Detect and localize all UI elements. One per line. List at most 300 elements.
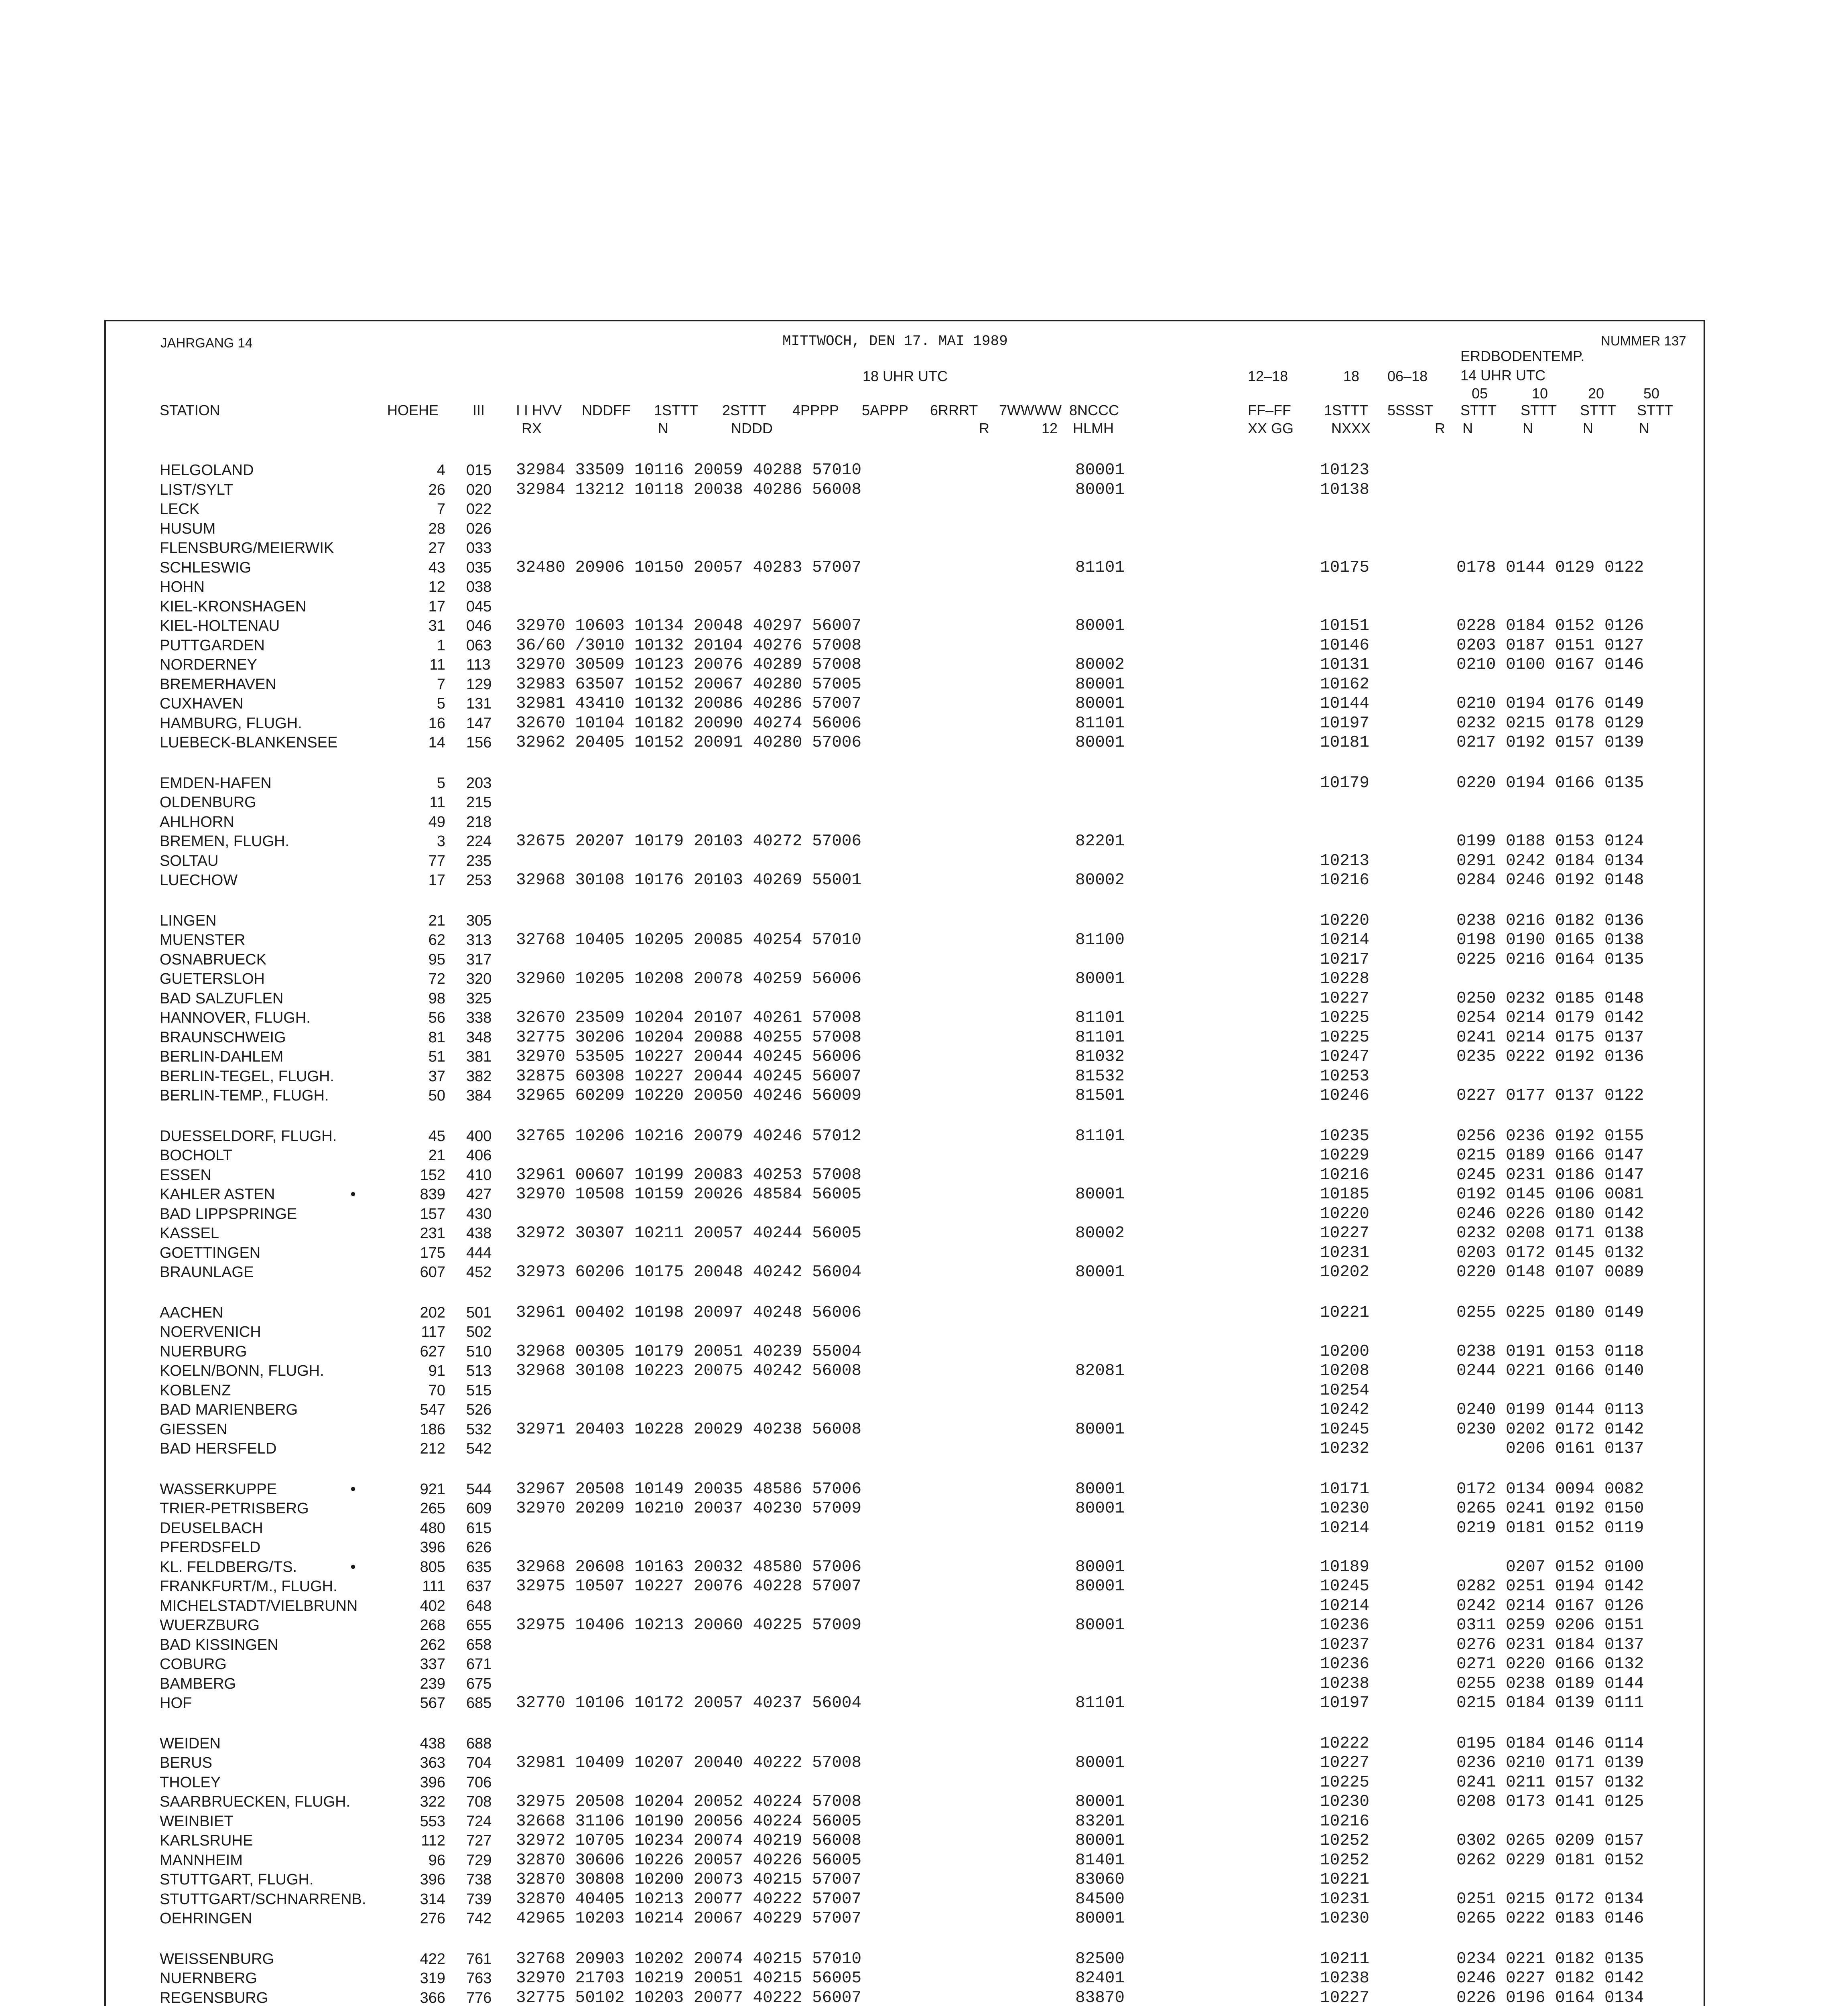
- station-height: 56: [428, 1009, 445, 1026]
- max-temp-group: 10171: [1320, 1480, 1370, 1498]
- station-code: 325: [466, 990, 492, 1007]
- col-appp: 5APPP: [862, 402, 909, 418]
- station-height: 72: [428, 971, 445, 987]
- station-name: HANNOVER, FLUGH.: [160, 1009, 311, 1026]
- soil-temps: 0250 0232 0185 0148: [1456, 989, 1644, 1008]
- station-height: 98: [428, 990, 445, 1007]
- station-name: NORDERNEY: [160, 656, 257, 673]
- observation-groups: 32961 00607 10199 20083 40253 57008: [516, 1166, 862, 1184]
- observation-groups: 32960 10205 10208 20078 40259 56006: [516, 970, 862, 988]
- observation-groups: 32765 10206 10216 20079 40246 57012: [516, 1127, 862, 1145]
- soil-temps: 0246 0227 0182 0142: [1456, 1969, 1644, 1988]
- station-name: CUXHAVEN: [160, 695, 244, 712]
- depth-10: 10: [1532, 385, 1548, 402]
- max-temp-group: 10237: [1320, 1636, 1370, 1654]
- station-height: 276: [420, 1910, 445, 1927]
- cloud-group: 80001: [1075, 1831, 1125, 1850]
- station-height: 438: [420, 1735, 445, 1752]
- station-name: PFERDSFELD: [160, 1539, 261, 1556]
- station-name: STUTTGART/SCHNARRENB.: [160, 1891, 366, 1908]
- station-code: 763: [466, 1970, 492, 1987]
- station-height: 366: [420, 1990, 445, 2006]
- soil-temps: 0234 0221 0182 0135: [1456, 1950, 1644, 1968]
- station-height: 11: [429, 794, 445, 811]
- observation-groups: 32970 10508 10159 20026 48584 56005: [516, 1185, 862, 1204]
- col-stttn: 1STTT: [654, 402, 699, 418]
- max-temp-group: 10151: [1320, 617, 1370, 635]
- date-label: MITTWOCH, DEN 17. MAI 1989: [782, 333, 1008, 349]
- station-height: 17: [428, 598, 445, 615]
- soil-temps: 0178 0144 0129 0122: [1456, 558, 1644, 577]
- station-code: 526: [466, 1401, 492, 1418]
- station-name: HOHN: [160, 579, 205, 595]
- max-temp-group: 10221: [1320, 1303, 1370, 1322]
- station-height: 231: [420, 1225, 445, 1242]
- cloud-group: 82201: [1075, 832, 1125, 851]
- observation-groups: 32675 20207 10179 20103 40272 57006: [516, 832, 862, 851]
- station-height: 567: [420, 1695, 445, 1712]
- station-code: 671: [466, 1656, 492, 1673]
- station-height: 77: [428, 853, 445, 869]
- cloud-group: 81401: [1075, 1851, 1125, 1870]
- station-code: 020: [466, 481, 492, 498]
- station-code: 224: [466, 833, 492, 850]
- max-temp-group: 10179: [1320, 774, 1370, 792]
- observation-groups: 32870 40405 10213 20077 40222 57007: [516, 1890, 862, 1909]
- soil-temps: 0236 0210 0171 0139: [1456, 1754, 1644, 1772]
- station-height: 45: [428, 1128, 445, 1145]
- cloud-group: 80001: [1075, 694, 1125, 713]
- station-height: 62: [428, 932, 445, 948]
- station-height: 43: [428, 559, 445, 576]
- observation-groups: 32775 50102 10203 20077 40222 56007: [516, 1989, 862, 2006]
- station-name: WASSERKUPPE: [160, 1481, 277, 1498]
- max-temp-group: 10230: [1320, 1793, 1370, 1811]
- observation-groups: 32962 20405 10152 20091 40280 57006: [516, 733, 862, 752]
- observation-groups: 32875 60308 10227 20044 40245 56007: [516, 1067, 862, 1086]
- max-temp-group: 10216: [1320, 1812, 1370, 1831]
- cloud-group: 80001: [1075, 1263, 1125, 1281]
- col-soil-20: STTT: [1580, 402, 1616, 418]
- observation-groups: 32981 43410 10132 20086 40286 57007: [516, 694, 862, 713]
- soil-temps: 0254 0214 0179 0142: [1456, 1009, 1644, 1027]
- station-name: NOERVENICH: [160, 1324, 261, 1340]
- station-name: SCHLESWIG: [160, 559, 252, 576]
- max-temp-group: 10208: [1320, 1362, 1370, 1380]
- station-code: 156: [466, 734, 492, 751]
- max-temp-group: 10231: [1320, 1244, 1370, 1262]
- station-height: 363: [420, 1754, 445, 1771]
- station-code: 724: [466, 1813, 492, 1830]
- soil-temps: 0217 0192 0157 0139: [1456, 733, 1644, 752]
- station-code: 320: [466, 971, 492, 987]
- station-code: 648: [466, 1598, 492, 1614]
- max-temp-group: 10230: [1320, 1909, 1370, 1928]
- station-height: 5: [437, 775, 445, 792]
- col-ffff: FF–FF: [1248, 402, 1291, 418]
- station-height: 11: [429, 656, 445, 673]
- station-name: MICHELSTADT/VIELBRUNN: [160, 1598, 358, 1614]
- cloud-group: 80002: [1075, 1224, 1125, 1243]
- soil-temps: 0226 0196 0164 0134: [1456, 1989, 1644, 2006]
- observation-groups: 32775 30206 10204 20088 40255 57008: [516, 1028, 862, 1047]
- station-name: BERLIN-DAHLEM: [160, 1048, 284, 1065]
- col-rrrt-sub: R: [979, 420, 989, 437]
- col-soil-10: STTT: [1521, 402, 1557, 418]
- station-code: 022: [466, 501, 492, 518]
- observation-groups: 32870 30808 10200 20073 40215 57007: [516, 1870, 862, 1889]
- station-name: LECK: [160, 501, 200, 518]
- station-height: 16: [428, 715, 445, 732]
- station-name: BERUS: [160, 1754, 212, 1771]
- station-name: COBURG: [160, 1656, 227, 1673]
- station-height: 262: [420, 1636, 445, 1653]
- observation-groups: 32970 21703 10219 20051 40215 56005: [516, 1969, 862, 1988]
- station-code: 406: [466, 1147, 492, 1164]
- soil-temps: 0311 0259 0206 0151: [1456, 1616, 1644, 1634]
- col-stttd-sub: NDDD: [731, 420, 773, 437]
- station-height: 91: [428, 1362, 445, 1379]
- soil-temps: 0228 0184 0152 0126: [1456, 617, 1644, 635]
- observation-groups: 32972 10705 10234 20074 40219 56008: [516, 1831, 862, 1850]
- station-name: KASSEL: [160, 1225, 219, 1242]
- observation-groups: 32983 63507 10152 20067 40280 57005: [516, 675, 862, 694]
- soil-temps: 0195 0184 0146 0114: [1456, 1734, 1644, 1753]
- station-code: 410: [466, 1167, 492, 1184]
- soil-temps: 0210 0194 0176 0149: [1456, 694, 1644, 713]
- station-name: OSNABRUECK: [160, 951, 267, 968]
- cloud-group: 80001: [1075, 1754, 1125, 1772]
- max-temp-group: 10220: [1320, 1205, 1370, 1223]
- max-temp-group: 10213: [1320, 852, 1370, 870]
- station-code: 635: [466, 1559, 492, 1576]
- station-height: 265: [420, 1500, 445, 1517]
- col-stttd: 2STTT: [722, 402, 767, 418]
- max-temp-group: 10245: [1320, 1577, 1370, 1596]
- station-name: LIST/SYLT: [160, 481, 234, 498]
- max-temp-group: 10214: [1320, 931, 1370, 949]
- max-temp-group: 10214: [1320, 1519, 1370, 1537]
- station-name: KOBLENZ: [160, 1382, 231, 1399]
- max-temp-group: 10246: [1320, 1086, 1370, 1105]
- depth-20: 20: [1588, 385, 1604, 402]
- station-code: 729: [466, 1852, 492, 1869]
- soil-temps: 0276 0231 0184 0137: [1456, 1636, 1644, 1654]
- col-stttx: 1STTT: [1324, 402, 1369, 418]
- station-height: 212: [420, 1440, 445, 1457]
- station-code: 515: [466, 1382, 492, 1399]
- col-wwww: 7WWWW: [999, 402, 1062, 418]
- soil-temps: 0232 0215 0178 0129: [1456, 714, 1644, 733]
- max-temp-group: 10221: [1320, 1870, 1370, 1889]
- station-name: BAD LIPPSPRINGE: [160, 1206, 297, 1222]
- soil-temp-heading: ERDBODENTEMP.: [1460, 348, 1585, 364]
- cloud-group: 80001: [1075, 733, 1125, 752]
- station-name: BRAUNSCHWEIG: [160, 1029, 286, 1046]
- station-height: 268: [420, 1617, 445, 1634]
- station-name: PUTTGARDEN: [160, 637, 265, 654]
- max-temp-group: 10202: [1320, 1263, 1370, 1281]
- soil-temps: 0227 0177 0137 0122: [1456, 1086, 1644, 1105]
- max-temp-group: 10138: [1320, 481, 1370, 499]
- max-temp-group: 10235: [1320, 1127, 1370, 1145]
- max-temp-group: 10123: [1320, 461, 1370, 479]
- station-code: 776: [466, 1990, 492, 2006]
- station-name: WEIDEN: [160, 1735, 221, 1752]
- soil-temps: 0265 0241 0192 0150: [1456, 1499, 1644, 1518]
- cloud-group: 81101: [1075, 558, 1125, 577]
- cloud-group: 80001: [1075, 1558, 1125, 1576]
- max-temp-group: 10238: [1320, 1969, 1370, 1988]
- station-code: 015: [466, 462, 492, 479]
- max-temp-group: 10227: [1320, 1989, 1370, 2006]
- max-temp-group: 10220: [1320, 912, 1370, 930]
- max-temp-group: 10131: [1320, 656, 1370, 674]
- station-height: 51: [428, 1048, 445, 1065]
- station-height: 21: [428, 1147, 445, 1164]
- max-temp-group: 10197: [1320, 1694, 1370, 1712]
- soil-temps: 0251 0215 0172 0134: [1456, 1890, 1644, 1909]
- station-code: 381: [466, 1048, 492, 1065]
- station-name: LINGEN: [160, 912, 217, 929]
- station-name: HUSUM: [160, 520, 216, 537]
- station-code: 253: [466, 872, 492, 889]
- max-temp-group: 10200: [1320, 1342, 1370, 1361]
- station-code: 427: [466, 1186, 492, 1203]
- station-code: 384: [466, 1087, 492, 1104]
- soil-temps: 0265 0222 0183 0146: [1456, 1909, 1644, 1928]
- col-soil-05-sub: N: [1462, 420, 1473, 437]
- observation-groups: 32970 30509 10123 20076 40289 57008: [516, 656, 862, 674]
- cloud-group: 81532: [1075, 1067, 1125, 1086]
- station-code: 727: [466, 1832, 492, 1849]
- station-code: 305: [466, 912, 492, 929]
- station-code: 382: [466, 1068, 492, 1085]
- soil-temps: 0215 0184 0139 0111: [1456, 1694, 1644, 1712]
- soil-temps: 0302 0265 0209 0157: [1456, 1831, 1644, 1850]
- station-code: 532: [466, 1421, 492, 1438]
- cloud-group: 83201: [1075, 1812, 1125, 1831]
- station-code: 348: [466, 1029, 492, 1046]
- max-temp-group: 10225: [1320, 1028, 1370, 1047]
- station-code: 544: [466, 1481, 492, 1498]
- station-code: 685: [466, 1695, 492, 1712]
- cloud-group: 83870: [1075, 1989, 1125, 2006]
- max-temp-group: 10216: [1320, 871, 1370, 889]
- station-height: 111: [422, 1578, 445, 1595]
- station-name: BERLIN-TEMP., FLUGH.: [160, 1087, 329, 1104]
- station-code: 113: [466, 656, 491, 673]
- station-code: 338: [466, 1009, 492, 1026]
- observation-groups: 32971 20403 10228 20029 40238 56008: [516, 1420, 862, 1439]
- observation-groups: 32670 10104 10182 20090 40274 56006: [516, 714, 862, 733]
- max-temp-group: 10146: [1320, 636, 1370, 655]
- observation-groups: 32768 20903 10202 20074 40215 57010: [516, 1950, 862, 1968]
- station-height: 202: [420, 1304, 445, 1321]
- station-code: 706: [466, 1774, 492, 1791]
- depth-05: 05: [1472, 385, 1488, 402]
- station-height: 81: [428, 1029, 445, 1046]
- range-12-18: 12–18: [1248, 368, 1288, 384]
- col-iihvv: I I HVV: [516, 402, 562, 418]
- max-temp-group: 10231: [1320, 1890, 1370, 1909]
- soil-temps: 0241 0214 0175 0137: [1456, 1028, 1644, 1047]
- station-name: HOF: [160, 1695, 192, 1712]
- observation-groups: 32968 30108 10223 20075 40242 56008: [516, 1362, 862, 1380]
- col-nccc: 8NCCC: [1069, 402, 1119, 418]
- max-temp-group: 10217: [1320, 950, 1370, 969]
- observation-groups: 36/60 /3010 10132 20104 40276 57008: [516, 636, 862, 655]
- max-temp-group: 10175: [1320, 558, 1370, 577]
- observation-groups: 32984 13212 10118 20038 40286 56008: [516, 481, 862, 499]
- station-height: 112: [421, 1832, 445, 1849]
- station-code: 688: [466, 1735, 492, 1752]
- cloud-group: 82401: [1075, 1969, 1125, 1988]
- station-height: 26: [428, 481, 445, 498]
- col-stttn-sub: N: [658, 420, 668, 437]
- cloud-group: 81101: [1075, 1127, 1125, 1145]
- station-height: 1: [437, 637, 445, 654]
- cloud-group: 80001: [1075, 617, 1125, 635]
- col-soil-50-sub: N: [1639, 420, 1649, 437]
- max-temp-group: 10236: [1320, 1655, 1370, 1673]
- observation-groups: 32981 10409 10207 20040 40222 57008: [516, 1754, 862, 1772]
- station-height: 12: [428, 579, 445, 595]
- observation-groups: 32968 00305 10179 20051 40239 55004: [516, 1342, 862, 1361]
- station-code: 501: [466, 1304, 492, 1321]
- max-temp-group: 10253: [1320, 1067, 1370, 1086]
- station-code: 218: [466, 814, 492, 830]
- cloud-group: 81032: [1075, 1048, 1125, 1066]
- station-name: LUEBECK-BLANKENSEE: [160, 734, 338, 751]
- col-ssst: 5SSST: [1387, 402, 1434, 418]
- observation-groups: 32975 10507 10227 20076 40228 57007: [516, 1577, 862, 1596]
- observation-groups: 32770 10106 10172 20057 40237 56004: [516, 1694, 862, 1712]
- soil-temps: 0245 0231 0186 0147: [1456, 1166, 1644, 1184]
- hour-18: 18: [1343, 368, 1360, 384]
- max-temp-group: 10189: [1320, 1558, 1370, 1576]
- station-height: 21: [428, 912, 445, 929]
- station-code: 147: [466, 715, 492, 732]
- soil-temps: 0271 0220 0166 0132: [1456, 1655, 1644, 1673]
- mountain-marker: •: [350, 1481, 356, 1498]
- station-height: 7: [437, 501, 445, 518]
- station-height: 96: [428, 1852, 445, 1869]
- soil-temps: 0206 0161 0137: [1456, 1440, 1644, 1458]
- station-name: BREMEN, FLUGH.: [160, 833, 290, 850]
- station-name: WEISSENBURG: [160, 1951, 274, 1967]
- station-code: 038: [466, 579, 492, 595]
- max-temp-group: 10144: [1320, 694, 1370, 713]
- station-height: 28: [428, 520, 445, 537]
- station-name: MUENSTER: [160, 932, 246, 948]
- station-name: KARLSRUHE: [160, 1832, 253, 1849]
- station-name: BOCHOLT: [160, 1147, 232, 1164]
- observation-groups: 32965 60209 10220 20050 40246 56009: [516, 1086, 862, 1105]
- soil-temps: 0255 0238 0189 0144: [1456, 1675, 1644, 1693]
- cloud-group: 80001: [1075, 970, 1125, 988]
- station-code: 513: [466, 1362, 492, 1379]
- station-height: 186: [420, 1421, 445, 1438]
- cloud-group: 80001: [1075, 675, 1125, 694]
- station-code: 510: [466, 1343, 492, 1360]
- col-stttx-sub: NXXX: [1331, 420, 1371, 437]
- col-pppp: 4PPPP: [792, 402, 839, 418]
- soil-temps: 0230 0202 0172 0142: [1456, 1420, 1644, 1439]
- max-temp-group: 10216: [1320, 1166, 1370, 1184]
- volume-label: JAHRGANG 14: [160, 335, 253, 350]
- station-height: 152: [420, 1167, 445, 1184]
- cloud-group: 81101: [1075, 1694, 1125, 1712]
- station-code: 400: [466, 1128, 492, 1145]
- col-hoehe: HOEHE: [387, 402, 439, 418]
- max-temp-group: 10242: [1320, 1401, 1370, 1419]
- max-temp-group: 10245: [1320, 1420, 1370, 1439]
- max-temp-group: 10238: [1320, 1675, 1370, 1693]
- station-height: 27: [428, 540, 445, 556]
- col-iii: III: [473, 402, 485, 418]
- station-height: 314: [420, 1891, 445, 1908]
- observation-groups: 42965 10203 10214 20067 40229 57007: [516, 1909, 862, 1928]
- cloud-group: 81501: [1075, 1086, 1125, 1105]
- col-soil-20-sub: N: [1583, 420, 1593, 437]
- station-name: OLDENBURG: [160, 794, 256, 811]
- cloud-group: 80001: [1075, 481, 1125, 499]
- max-temp-group: 10225: [1320, 1773, 1370, 1792]
- soil-temps: 0207 0152 0100: [1456, 1558, 1644, 1576]
- station-name: KOELN/BONN, FLUGH.: [160, 1362, 324, 1379]
- max-temp-group: 10247: [1320, 1048, 1370, 1066]
- station-name: REGENSBURG: [160, 1990, 268, 2006]
- observation-groups: 32961 00402 10198 20097 40248 56006: [516, 1303, 862, 1322]
- station-height: 157: [420, 1206, 445, 1222]
- station-height: 396: [420, 1871, 445, 1888]
- cloud-group: 80002: [1075, 871, 1125, 889]
- soil-temps: 0210 0100 0167 0146: [1456, 656, 1644, 674]
- station-code: 046: [466, 617, 492, 634]
- col-iihvv-sub: RX: [522, 420, 542, 437]
- cloud-group: 80001: [1075, 1499, 1125, 1518]
- station-height: 70: [428, 1382, 445, 1399]
- station-code: 045: [466, 598, 492, 615]
- station-name: OEHRINGEN: [160, 1910, 252, 1927]
- station-height: 14: [428, 734, 445, 751]
- station-name: FRANKFURT/M., FLUGH.: [160, 1578, 337, 1595]
- observation-groups: 32972 30307 10211 20057 40244 56005: [516, 1224, 862, 1243]
- soil-temps: 0282 0251 0194 0142: [1456, 1577, 1644, 1596]
- cloud-group: 80001: [1075, 1185, 1125, 1204]
- station-height: 37: [428, 1068, 445, 1085]
- col-soil-05: STTT: [1460, 402, 1497, 418]
- cloud-group: 80001: [1075, 1577, 1125, 1596]
- max-temp-group: 10236: [1320, 1616, 1370, 1634]
- soil-temps: 0238 0216 0182 0136: [1456, 912, 1644, 930]
- cloud-group: 81101: [1075, 1009, 1125, 1027]
- station-name: BRAUNLAGE: [160, 1264, 254, 1281]
- station-code: 609: [466, 1500, 492, 1517]
- max-temp-group: 10185: [1320, 1185, 1370, 1204]
- observation-groups: 32968 30108 10176 20103 40269 55001: [516, 871, 862, 889]
- station-name: NUERNBERG: [160, 1970, 257, 1987]
- station-height: 50: [428, 1087, 445, 1104]
- col-nccc-sub: HLMH: [1073, 420, 1114, 437]
- station-name: GUETERSLOH: [160, 971, 265, 987]
- max-temp-group: 10211: [1320, 1950, 1370, 1968]
- station-name: BAMBERG: [160, 1675, 236, 1692]
- cloud-group: 80001: [1075, 1480, 1125, 1498]
- station-name: BERLIN-TEGEL, FLUGH.: [160, 1068, 334, 1085]
- soil-temps: 0240 0199 0144 0113: [1456, 1401, 1644, 1419]
